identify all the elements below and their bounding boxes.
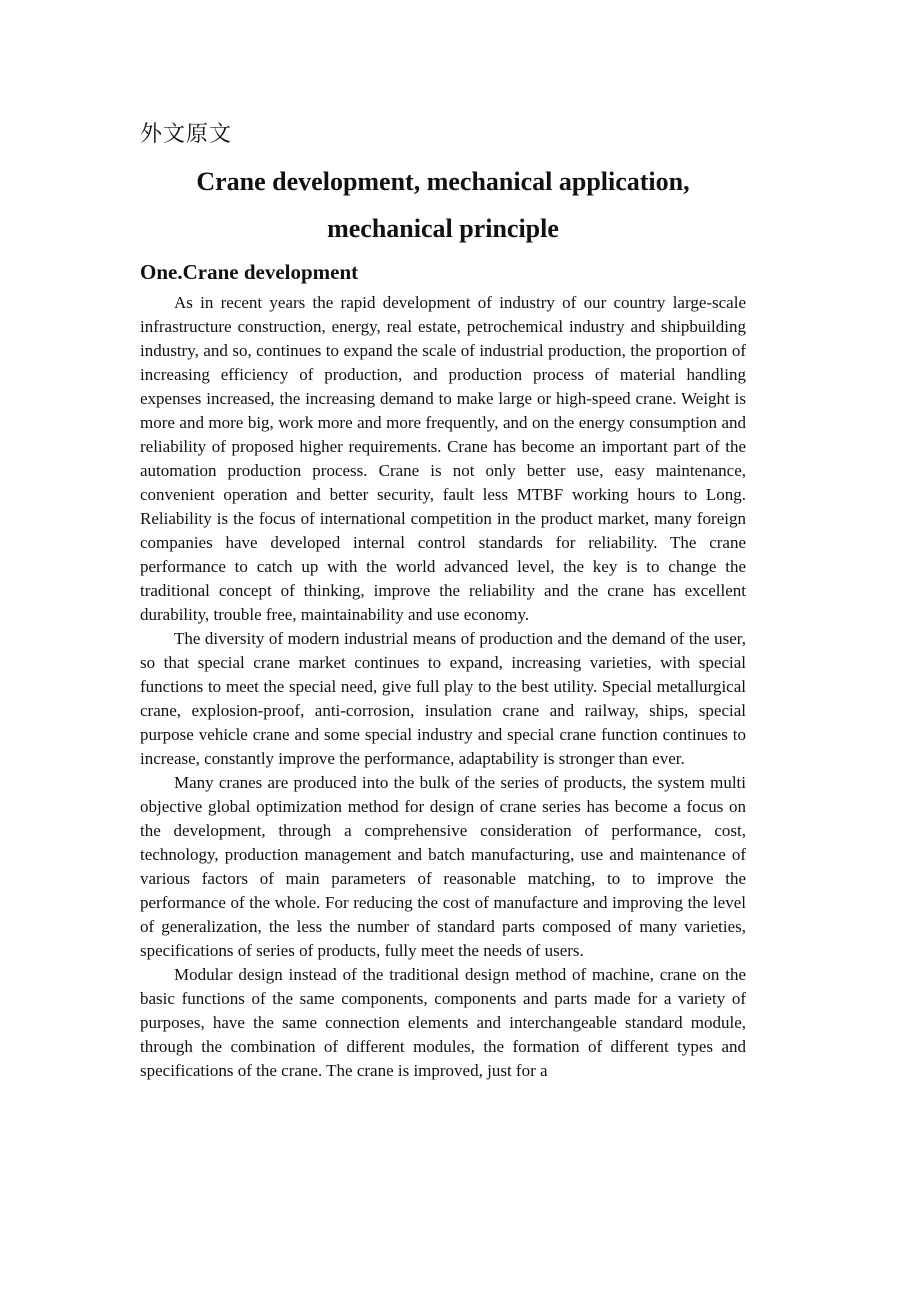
paragraph-1: As in recent years the rapid development of industry of our country large-scale infrastructure construction, energy, real estate, petrochemical industry and shipbuilding industry, and so, continues to expand the scale of industrial production, the proportion of increasing efficiency of production, and production process of material handling expenses increased, the increasing demand to make large or high-speed crane. Weight is more and more big, work more and more frequently, and on the energy consumption and reliability of proposed higher requirements. Crane has become an important part of the automation production process. Crane is not only better use, easy maintenance, convenient operation and better security, fault less MTBF working hours to Long. Reliability is the focus of international competition in the product market, many foreign companies have developed internal control standards for reliability. The crane performance to catch up with the world advanced level, the key is to change the traditional concept of thinking, improve the reliability and the crane has excellent durability, trouble free, maintainability and use economy. <box>140 293 746 624</box>
document-title-line-1: Crane development, mechanical application, <box>196 167 690 196</box>
document-title-line-2: mechanical principle <box>327 214 559 243</box>
paragraph-3: Many cranes are produced into the bulk of the series of products, the system multi objective global optimization method for design of crane series has become a focus on the development, through a comprehensive consideration of performance, cost, technology, production management and batch manufacturing, use and maintenance of various factors of main parameters of reasonable matching, to to improve the performance of the whole. For reducing the cost of manufacture and improving the level of generalization, the less the number of standard parts composed of many varieties, specifications of series of products, fully meet the needs of users. <box>140 773 746 960</box>
section-heading: One.Crane development <box>140 260 359 284</box>
document-label: 外文原文 <box>140 122 233 147</box>
paragraph-2: The diversity of modern industrial means of production and the demand of the user, so that special crane market continues to expand, increasing varieties, with special functions to meet the special need, give full play to the best utility. Special metallurgical crane, explosion-proof, anti-corrosion, insulation crane and railway, ships, special purpose vehicle crane and some special industry and special crane function continues to increase, constantly improve the performance, adaptability is stronger than ever. <box>140 629 746 768</box>
document-title <box>140 158 746 252</box>
paragraph-4: Modular design instead of the traditional design method of machine, crane on the basic functions of the same components, components and parts made for a variety of purposes, have the same connection elements and interchangeable standard module, through the combination of different modules, the formation of different types and specifications of the crane. The crane is improved, just for a <box>140 965 746 1080</box>
document-page <box>140 116 746 1083</box>
